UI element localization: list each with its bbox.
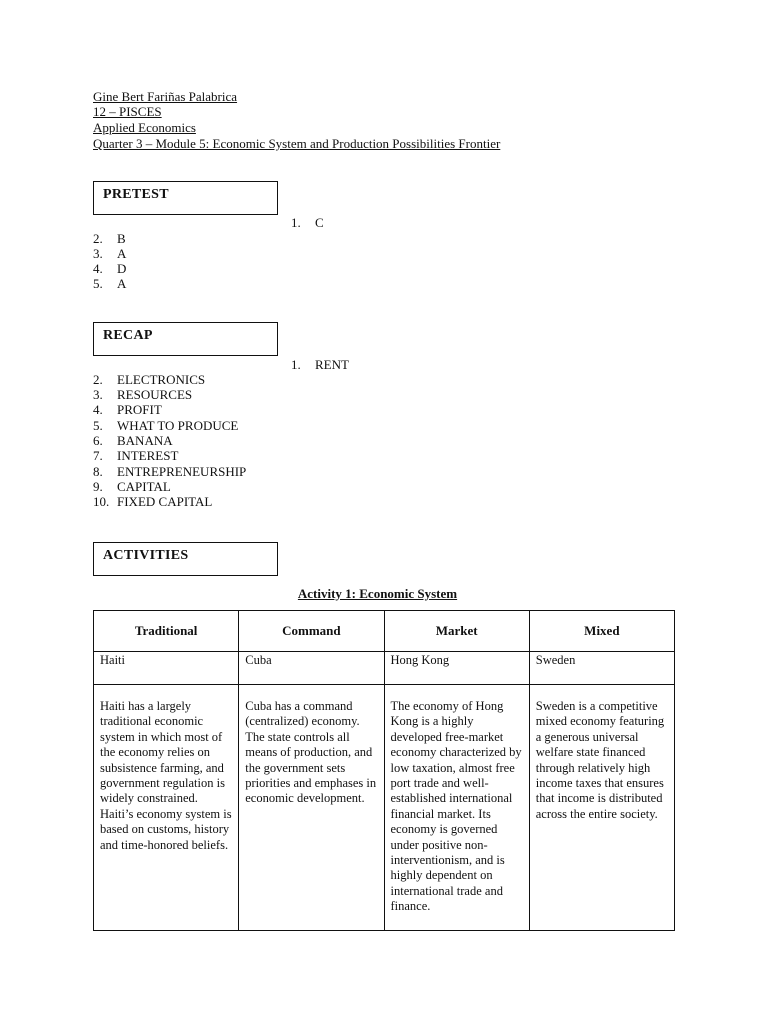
column-header-market: Market — [384, 611, 529, 652]
description-mixed: Sweden is a competitive mixed economy featuring a generous universal welfare state financed through relatively high income taxes that ensures that income is distributed across the entire society. — [529, 685, 674, 931]
pretest-answer-3: 3. A — [93, 246, 127, 261]
country-mixed: Sweden — [529, 652, 674, 685]
table-row-countries — [94, 652, 675, 685]
module-title: Quarter 3 – Module 5: Economic System and Production Possibilities Frontier — [93, 136, 501, 151]
description-command: Cuba has a command (centralized) economy. The state controls all means of production, and the government sets priorities and emphases in economic development. — [239, 685, 384, 931]
table-row-descriptions — [94, 685, 675, 931]
recap-answer-3: 3. RESOURCES — [93, 387, 193, 402]
pretest-answer-2: 2. B — [93, 231, 126, 246]
description-market: The economy of Hong Kong is a highly developed free-market economy characterized by low taxation, almost free port trade and well-established international financial market. Its economy is governed under positive non-interventionism, and is highly dependent on international trade and finance. — [384, 685, 529, 931]
country-traditional: Haiti — [94, 652, 239, 685]
recap-answer-4: 4. PROFIT — [93, 402, 162, 417]
table-header-row — [94, 611, 675, 652]
recap-answer-6: 6. BANANA — [93, 433, 173, 448]
economic-system-table — [93, 610, 675, 931]
subject-label: Applied Economics — [93, 120, 196, 135]
column-header-mixed: Mixed — [529, 611, 674, 652]
column-header-traditional: Traditional — [94, 611, 239, 652]
description-traditional: Haiti has a largely traditional economic system in which most of the economy relies on subsistence farming, and government regulation is widely constrained. Haiti’s economy system is based on customs, history and time-honored beliefs. — [94, 685, 239, 931]
activity-1-title: Activity 1: Economic System — [297, 586, 458, 601]
recap-answer-7: 7. INTEREST — [93, 448, 179, 463]
recap-heading: RECAP — [103, 328, 153, 343]
recap-answer-1: 1. RENT — [291, 357, 349, 372]
recap-answer-9: 9. CAPITAL — [93, 479, 171, 494]
country-command: Cuba — [239, 652, 384, 685]
recap-answer-5: 5. WHAT TO PRODUCE — [93, 418, 239, 433]
activities-heading-box — [93, 542, 278, 576]
country-market: Hong Kong — [384, 652, 529, 685]
recap-heading-box — [93, 322, 278, 356]
pretest-answer-1: 1. C — [291, 215, 324, 230]
recap-answer-10: 10. FIXED CAPITAL — [93, 494, 213, 509]
pretest-heading-box — [93, 181, 278, 215]
pretest-answer-5: 5. A — [93, 276, 127, 291]
section-label: 12 – PISCES — [93, 104, 162, 119]
activities-heading: ACTIVITIES — [103, 548, 189, 563]
pretest-heading: PRETEST — [103, 187, 169, 202]
recap-answer-8: 8. ENTREPRENEURSHIP — [93, 464, 247, 479]
column-header-command: Command — [239, 611, 384, 652]
student-name: Gine Bert Fariñas Palabrica — [93, 89, 238, 104]
recap-answer-2: 2. ELECTRONICS — [93, 372, 206, 387]
pretest-answer-4: 4. D — [93, 261, 127, 276]
